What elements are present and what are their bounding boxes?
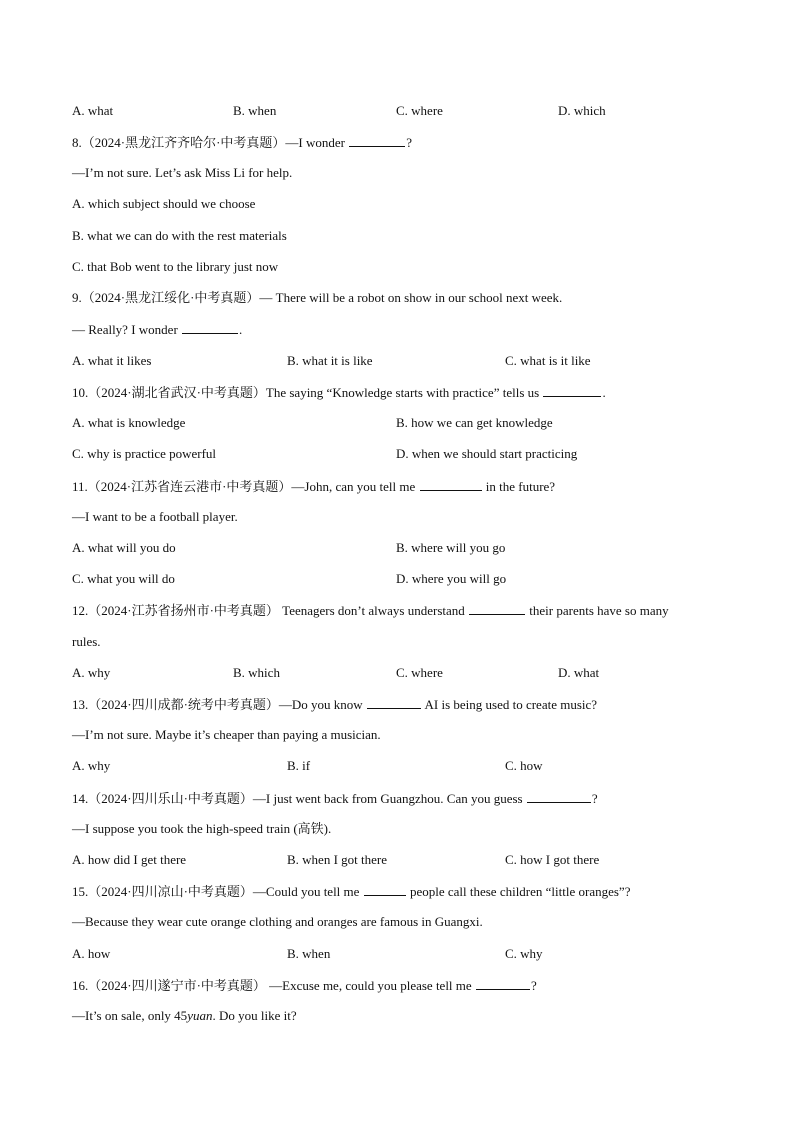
q15-reply: —Because they wear cute orange clothing and oranges are famous in Guangxi. (72, 914, 483, 929)
q15-option-c: C. why (505, 946, 543, 961)
q15-option-a: A. how (72, 946, 111, 961)
q14-option-c: C. how I got there (505, 852, 600, 867)
q10-blank (543, 384, 601, 397)
q12-option-b: B. which (233, 665, 280, 680)
q11-suffix: in the future? (485, 479, 556, 494)
q13-blank (367, 696, 421, 709)
q10-option-b: B. how we can get knowledge (396, 415, 553, 430)
q15-option-b: B. when (287, 946, 331, 961)
q16-suffix: ? (530, 978, 537, 993)
q8-stem (72, 134, 412, 151)
q10-prefix: 10.（2024·湖北省武汉·中考真题）The saying “Knowledge starts with practice” tells us (72, 385, 540, 400)
q7-option-d: D. which (558, 103, 606, 118)
q9-option-b: B. what it is like (287, 353, 373, 368)
q10-option-a: A. what is knowledge (72, 415, 186, 430)
q12-option-c: C. where (396, 665, 443, 680)
q11-option-c: C. what you will do (72, 571, 175, 586)
q11-blank (420, 478, 482, 491)
q8-option-a: A. which subject should we choose (72, 196, 256, 211)
q11-prefix: 11.（2024·江苏省连云港市·中考真题）—John, can you tell me (72, 479, 416, 494)
q10-stem (72, 384, 606, 401)
q16-prefix: 16.（2024·四川遂宁市·中考真题） —Excuse me, could you please tell me (72, 978, 472, 993)
q8-option-b: B. what we can do with the rest materials (72, 228, 287, 243)
q8-prefix: 8.（2024·黑龙江齐齐哈尔·中考真题）—I wonder (72, 135, 345, 150)
q16-reply (72, 1008, 297, 1024)
q8-option-c: C. that Bob went to the library just now (72, 259, 279, 274)
q13-reply: —I’m not sure. Maybe it’s cheaper than paying a musician. (72, 727, 381, 742)
q7-option-a: A. what (72, 103, 114, 118)
q15-prefix: 15.（2024·四川凉山·中考真题）—Could you tell me (72, 884, 360, 899)
q14-blank (527, 790, 591, 803)
q12-stem (72, 602, 669, 619)
q12-option-d: D. what (558, 665, 600, 680)
q7-option-b: B. when (233, 103, 277, 118)
q8-suffix: ? (406, 135, 413, 150)
q10-option-d: D. when we should start practicing (396, 446, 578, 461)
q9-reply-prefix: — Really? I wonder (72, 322, 178, 337)
q11-option-a: A. what will you do (72, 540, 176, 555)
q11-option-d: D. where you will go (396, 571, 507, 586)
q10-option-c: C. why is practice powerful (72, 446, 217, 461)
q13-suffix: AI is being used to create music? (424, 697, 598, 712)
q14-prefix: 14.（2024·四川乐山·中考真题）—I just went back from Guangzhou. Can you guess (72, 791, 523, 806)
q9-option-c: C. what is it like (505, 353, 591, 368)
q9-blank (182, 321, 238, 334)
q15-suffix: people call these children “little oranges”? (409, 884, 631, 899)
q9-option-a: A. what it likes (72, 353, 152, 368)
q16-reply-post: . Do you like it? (212, 1008, 297, 1023)
q12-suffix: their parents have so many (529, 603, 669, 618)
q14-suffix: ? (591, 791, 598, 806)
q8-reply: —I’m not sure. Let’s ask Miss Li for help. (72, 165, 293, 180)
q12-option-a: A. why (72, 665, 111, 680)
q12-blank (469, 602, 525, 615)
q14-option-b: B. when I got there (287, 852, 388, 867)
q16-reply-italic: yuan (187, 1008, 213, 1023)
q7-option-c: C. where (396, 103, 443, 118)
q16-blank (476, 977, 530, 990)
q8-blank (349, 134, 405, 147)
q10-suffix: . (602, 385, 606, 400)
q11-option-b: B. where will you go (396, 540, 506, 555)
q11-stem (72, 478, 555, 495)
q9-stem: 9.（2024·黑龙江绥化·中考真题）— There will be a robot on show in our school next week. (72, 290, 563, 305)
q13-option-a: A. why (72, 758, 111, 773)
q12-stem-continued: rules. (72, 634, 101, 649)
q9-reply (72, 321, 242, 338)
q15-blank (364, 883, 406, 896)
q11-reply: —I want to be a football player. (72, 509, 238, 524)
q14-reply: —I suppose you took the high-speed train (高铁). (72, 821, 332, 836)
q13-option-b: B. if (287, 758, 311, 773)
q16-reply-pre: —It’s on sale, only 45 (72, 1008, 188, 1023)
q15-stem (72, 883, 630, 900)
q13-stem (72, 696, 597, 713)
q13-prefix: 13.（2024·四川成都·统考中考真题）—Do you know (72, 697, 363, 712)
q14-stem (72, 790, 598, 807)
q14-option-a: A. how did I get there (72, 852, 187, 867)
q12-prefix: 12.（2024·江苏省扬州市·中考真题） Teenagers don’t always understand (72, 603, 465, 618)
q9-reply-suffix: . (239, 322, 243, 337)
q13-option-c: C. how (505, 758, 543, 773)
q16-stem (72, 977, 537, 994)
